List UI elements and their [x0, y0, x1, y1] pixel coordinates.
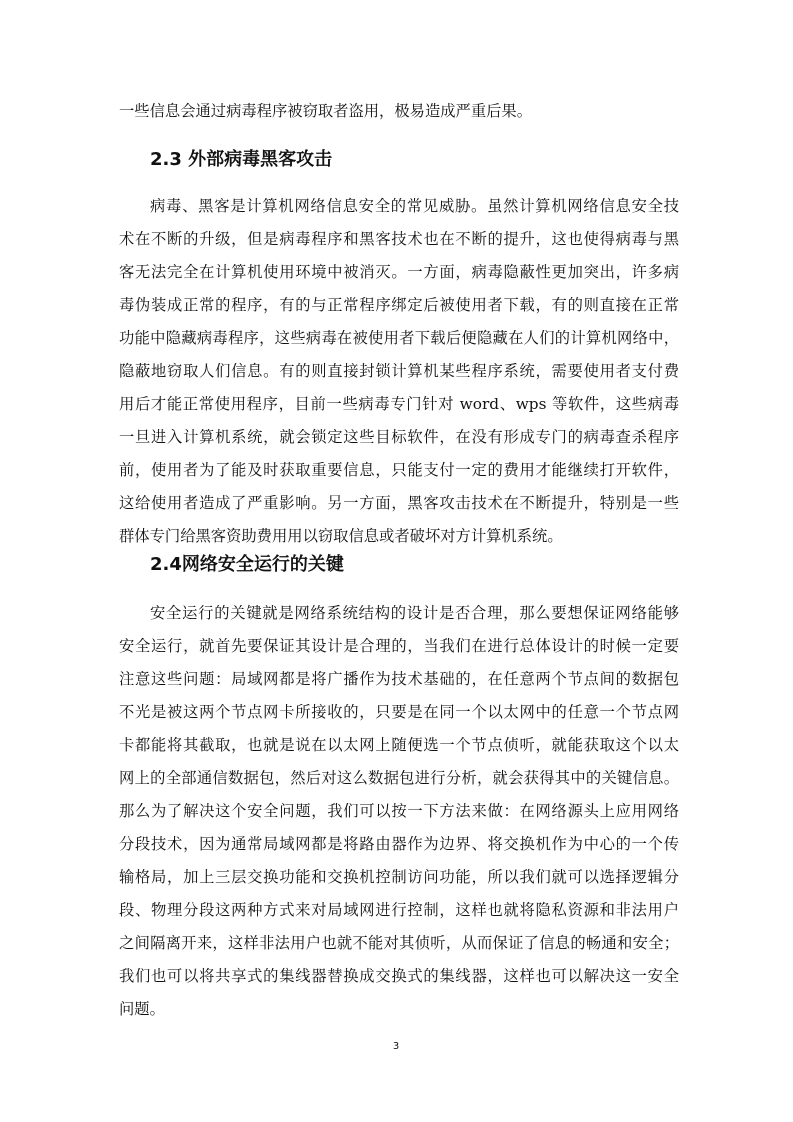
paragraph-line: 术在不断的升级，但是病毒程序和黑客技术也在不断的提升，这也使得病毒与黑	[119, 230, 679, 248]
paragraph-line: 输格局，加上三层交换功能和交换机控制访问功能，所以我们就可以选择逻辑分	[119, 868, 679, 886]
paragraph-line: 安全运行，就首先要保证其设计是合理的，当我们在进行总体设计的时候一定要	[119, 637, 679, 655]
paragraph-line: 注意这些问题：局域网都是将广播作为技术基础的，在任意两个节点间的数据包	[119, 670, 679, 688]
intro-line: 一些信息会通过病毒程序被窃取者盗用，极易造成严重后果。	[119, 102, 533, 120]
paragraph-line: 那么为了解决这个安全问题，我们可以按一下方法来做：在网络源头上应用网络	[119, 802, 679, 820]
paragraph-line: 隐蔽地窃取人们信息。有的则直接封锁计算机某些程序系统，需要使用者支付费	[119, 362, 679, 380]
paragraph-line: 毒伪装成正常的程序，有的与正常程序绑定后被使用者下载，有的则直接在正常	[119, 296, 679, 314]
paragraph-line: 段、物理分段这两种方式来对局域网进行控制，这样也就将隐私资源和非法用户	[119, 901, 679, 919]
section-heading-2-3: 2.3 外部病毒黑客攻击	[150, 149, 333, 170]
paragraph-line: 前，使用者为了能及时获取重要信息，只能支付一定的费用才能继续打开软件，	[119, 461, 679, 479]
paragraph-line: 网上的全部通信数据包，然后对这么数据包进行分析，就会获得其中的关键信息。	[119, 769, 679, 787]
paragraph-line: 分段技术，因为通常局域网都是将路由器作为边界、将交换机作为中心的一个传	[119, 835, 679, 853]
paragraph-line: 群体专门给黑客资助费用用以窃取信息或者破坏对方计算机系统。	[119, 527, 563, 545]
paragraph-line: 卡都能将其截取，也就是说在以太网上随便选一个节点侦听，就能获取这个以太	[119, 736, 679, 754]
section-heading-2-4: 2.4网络安全运行的关键	[150, 554, 344, 575]
paragraph-line: 不光是被这两个节点网卡所接收的，只要是在同一个以太网中的任意一个节点网	[119, 703, 679, 721]
paragraph-line: 之间隔离开来，这样非法用户也就不能对其侦听，从而保证了信息的畅通和安全；	[119, 934, 679, 952]
paragraph-line: 安全运行的关键就是网络系统结构的设计是否合理，那么要想保证网络能够	[150, 604, 679, 622]
paragraph-line: 一旦进入计算机系统，就会锁定这些目标软件，在没有形成专门的病毒查杀程序	[119, 428, 679, 446]
page-number: 3	[392, 1041, 400, 1052]
paragraph-line: 问题。	[119, 1000, 165, 1018]
paragraph-line: 客无法完全在计算机使用环境中被消灭。一方面，病毒隐蔽性更加突出，许多病	[119, 263, 679, 281]
paragraph-line: 这给使用者造成了严重影响。另一方面，黑客攻击技术在不断提升，特别是一些	[119, 494, 679, 512]
paragraph-line: 我们也可以将共享式的集线器替换成交换式的集线器，这样也可以解决这一安全	[119, 967, 679, 985]
paragraph-line: 功能中隐藏病毒程序，这些病毒在被使用者下载后便隐藏在人们的计算机网络中，	[119, 329, 679, 347]
paragraph-line: 用后才能正常使用程序，目前一些病毒专门针对 word、wps 等软件，这些病毒	[119, 395, 679, 413]
paragraph-line: 病毒、黑客是计算机网络信息安全的常见威胁。虽然计算机网络信息安全技	[150, 197, 679, 215]
